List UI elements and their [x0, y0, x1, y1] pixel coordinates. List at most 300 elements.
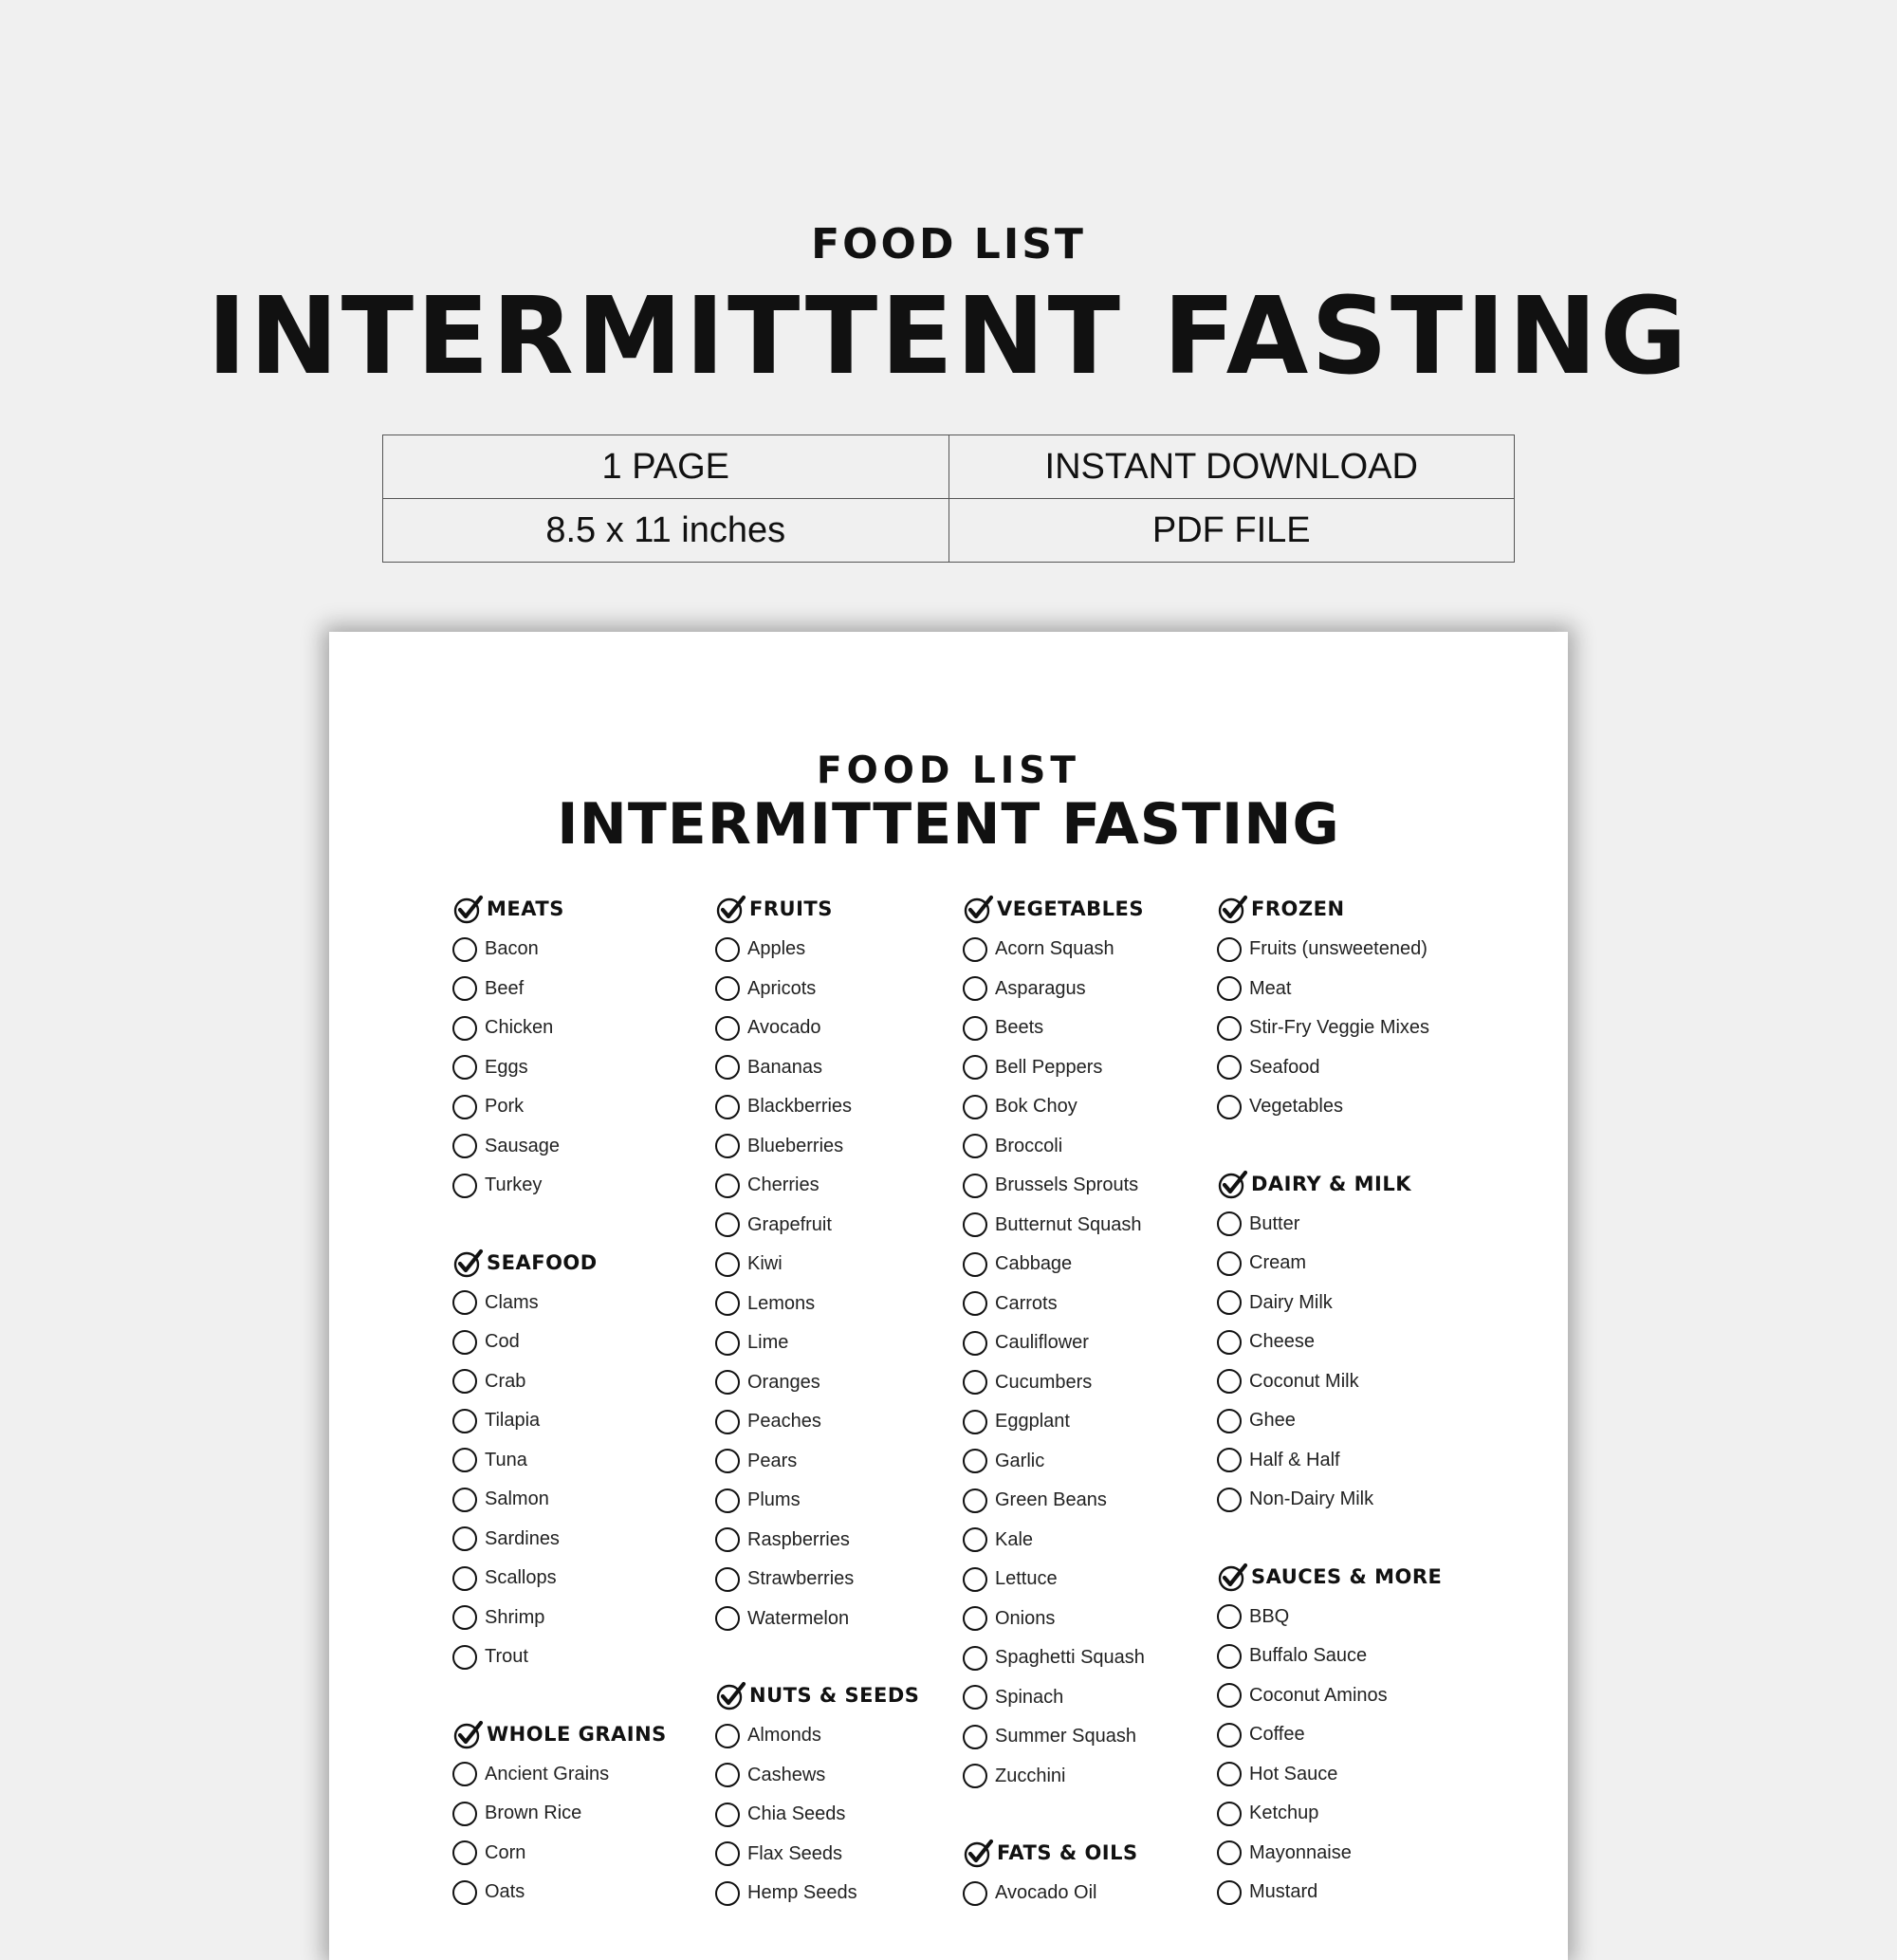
checklist-item-label: Vegetables	[1249, 1096, 1343, 1118]
info-row	[383, 435, 1515, 499]
empty-checkbox-circle	[452, 1330, 477, 1355]
checklist-item-label: Hot Sauce	[1249, 1763, 1338, 1784]
checklist-item	[452, 1520, 737, 1560]
checklist-item	[963, 1599, 1247, 1639]
checklist-item	[715, 1008, 1000, 1048]
checklist-item-label: Kiwi	[747, 1253, 783, 1275]
checklist-item-label: Fruits (unsweetened)	[1249, 938, 1427, 960]
checklist-item-label: Coffee	[1249, 1724, 1305, 1746]
empty-checkbox-circle	[715, 1527, 740, 1552]
empty-checkbox-circle	[452, 1095, 477, 1119]
section-header	[715, 1676, 1000, 1714]
food-section	[452, 1244, 737, 1677]
checklist-item-label: Lettuce	[995, 1568, 1058, 1590]
checklist-item-label: Watermelon	[747, 1607, 850, 1629]
checklist-item	[452, 1441, 737, 1481]
empty-checkbox-circle	[963, 1725, 987, 1749]
checklist-item-label: Cheese	[1249, 1331, 1315, 1353]
checklist-item	[715, 1127, 1000, 1167]
empty-checkbox-circle	[452, 1645, 477, 1670]
checklist-item-label: Cream	[1249, 1252, 1307, 1274]
empty-checkbox-circle	[452, 976, 477, 1001]
empty-checkbox-circle	[452, 1369, 477, 1394]
checklist-item-label: Flax Seeds	[747, 1842, 843, 1864]
checklist-item	[963, 1678, 1247, 1718]
empty-checkbox-circle	[1217, 1723, 1242, 1747]
empty-checkbox-circle	[963, 1016, 987, 1041]
checked-circle-icon	[1217, 893, 1251, 925]
checklist-item	[963, 930, 1247, 970]
empty-checkbox-circle	[715, 1881, 740, 1906]
empty-checkbox-circle	[715, 1449, 740, 1473]
empty-checkbox-circle	[452, 1290, 477, 1315]
empty-checkbox-circle	[963, 1252, 987, 1277]
empty-checkbox-circle	[452, 1488, 477, 1512]
section-title: DAIRY & MILK	[1251, 1172, 1412, 1195]
checklist-item	[452, 1048, 737, 1088]
checked-circle-icon	[1217, 1561, 1251, 1593]
checklist-item-label: Sausage	[485, 1135, 560, 1156]
checked-circle-icon	[1217, 1168, 1251, 1200]
checklist-item-label: Sardines	[485, 1527, 560, 1549]
empty-checkbox-circle	[963, 1606, 987, 1631]
food-section	[963, 1834, 1247, 1914]
empty-checkbox-circle	[963, 1291, 987, 1316]
info-table	[382, 435, 1515, 563]
checklist-item-label: Meat	[1249, 977, 1292, 999]
checklist-item-label: Butternut Squash	[995, 1213, 1142, 1235]
empty-checkbox-circle	[452, 1016, 477, 1041]
checklist-item	[715, 1835, 1000, 1875]
checklist-item-label: Zucchini	[995, 1765, 1066, 1786]
checklist-item	[963, 1285, 1247, 1324]
checklist-item-label: Coconut Milk	[1249, 1370, 1359, 1392]
section-title: SAUCES & MORE	[1251, 1564, 1443, 1588]
empty-checkbox-circle	[715, 1331, 740, 1356]
section-header	[1217, 1558, 1501, 1596]
checklist-item-label: Corn	[485, 1841, 526, 1863]
checklist-item	[452, 970, 737, 1009]
empty-checkbox-circle	[1217, 1840, 1242, 1865]
checklist-item-label: Bacon	[485, 938, 539, 960]
empty-checkbox-circle	[715, 1488, 740, 1513]
empty-checkbox-circle	[452, 1840, 477, 1865]
empty-checkbox-circle	[715, 1055, 740, 1080]
empty-checkbox-circle	[963, 1881, 987, 1906]
checklist-item	[963, 1481, 1247, 1521]
checklist-item-label: Ghee	[1249, 1410, 1296, 1432]
empty-checkbox-circle	[1217, 1644, 1242, 1669]
empty-checkbox-circle	[963, 1370, 987, 1395]
empty-checkbox-circle	[452, 1134, 477, 1158]
checklist-item	[715, 1442, 1000, 1482]
empty-checkbox-circle	[715, 1212, 740, 1237]
empty-checkbox-circle	[1217, 1683, 1242, 1708]
checklist-item-label: Apples	[747, 938, 806, 960]
section-header	[452, 1244, 737, 1282]
checklist-item	[963, 1166, 1247, 1206]
checklist-item-label: Non-Dairy Milk	[1249, 1488, 1374, 1510]
empty-checkbox-circle	[963, 1646, 987, 1671]
checklist-item	[963, 1638, 1247, 1678]
food-section	[1217, 1165, 1501, 1520]
checklist-item	[452, 1008, 737, 1048]
checklist-item-label: Cashews	[747, 1764, 826, 1785]
checklist-item	[452, 1794, 737, 1834]
checklist-item-label: Beef	[485, 977, 525, 999]
checklist-item	[452, 1599, 737, 1638]
empty-checkbox-circle	[963, 1764, 987, 1788]
section-header	[1217, 890, 1501, 928]
checklist-item-label: Crab	[485, 1370, 526, 1392]
checklist-item-label: Tuna	[485, 1449, 527, 1470]
checklist-item-label: Carrots	[995, 1292, 1058, 1314]
checklist-item	[1217, 1794, 1501, 1834]
section-header	[452, 890, 737, 928]
checklist-item-label: Scallops	[485, 1567, 557, 1589]
empty-checkbox-circle	[963, 1055, 987, 1080]
empty-checkbox-circle	[715, 1134, 740, 1158]
checklist-item-label: Buffalo Sauce	[1249, 1645, 1368, 1667]
checklist-item-label: Cauliflower	[995, 1332, 1089, 1354]
checklist-item-label: Butter	[1249, 1212, 1300, 1234]
checklist-item-label: Pears	[747, 1450, 798, 1471]
empty-checkbox-circle	[715, 1252, 740, 1277]
info-cell-format: PDF FILE	[948, 499, 1515, 563]
empty-checkbox-circle	[452, 1055, 477, 1080]
checklist-item	[452, 1559, 737, 1599]
empty-checkbox-circle	[715, 1410, 740, 1434]
empty-checkbox-circle	[715, 1763, 740, 1787]
checklist-item	[1217, 930, 1501, 970]
checklist-item	[963, 1560, 1247, 1599]
empty-checkbox-circle	[1217, 1290, 1242, 1315]
checklist-item	[715, 1323, 1000, 1363]
empty-checkbox-circle	[1217, 1488, 1242, 1512]
empty-checkbox-circle	[715, 976, 740, 1001]
info-cell-size: 8.5 x 11 inches	[383, 499, 949, 563]
section-title: VEGETABLES	[997, 897, 1144, 920]
empty-checkbox-circle	[452, 1566, 477, 1591]
food-section	[1217, 890, 1501, 1127]
empty-checkbox-circle	[452, 1802, 477, 1826]
empty-checkbox-circle	[715, 1291, 740, 1316]
checklist-item	[452, 930, 737, 970]
checklist-item-label: Mayonnaise	[1249, 1841, 1352, 1863]
empty-checkbox-circle	[452, 1762, 477, 1786]
checklist-item	[963, 1757, 1247, 1797]
checklist-item	[1217, 1873, 1501, 1913]
checked-circle-icon	[452, 1247, 487, 1279]
checklist-item-label: Hemp Seeds	[747, 1882, 857, 1904]
empty-checkbox-circle	[452, 937, 477, 962]
checklist-item-label: Turkey	[485, 1174, 543, 1196]
checklist-item-label: Almonds	[747, 1725, 821, 1747]
empty-checkbox-circle	[963, 1331, 987, 1356]
checklist-item-label: Summer Squash	[995, 1726, 1136, 1747]
section-header	[452, 1715, 737, 1753]
empty-checkbox-circle	[1217, 937, 1242, 962]
checklist-item	[1217, 1834, 1501, 1874]
food-section	[452, 1715, 737, 1913]
section-title: MEATS	[487, 897, 564, 920]
checklist-item-label: Oats	[485, 1881, 525, 1903]
empty-checkbox-circle	[715, 1567, 740, 1592]
checklist-item	[1217, 1008, 1501, 1048]
checklist-item-label: Garlic	[995, 1450, 1045, 1471]
empty-checkbox-circle	[715, 1095, 740, 1119]
checklist-item	[1217, 1087, 1501, 1127]
empty-checkbox-circle	[1217, 1448, 1242, 1472]
info-cell-pages: 1 PAGE	[383, 435, 949, 499]
checklist-item	[1217, 1322, 1501, 1362]
section-title: FROZEN	[1251, 897, 1345, 920]
empty-checkbox-circle	[1217, 1369, 1242, 1394]
checklist-item	[452, 1322, 737, 1362]
empty-checkbox-circle	[452, 1526, 477, 1551]
checklist-item	[715, 1206, 1000, 1246]
empty-checkbox-circle	[1217, 1604, 1242, 1629]
checklist-item	[963, 1048, 1247, 1088]
section-title: FATS & OILS	[997, 1841, 1138, 1864]
checklist-item	[715, 1087, 1000, 1127]
checklist-item	[715, 1795, 1000, 1835]
checklist-item	[963, 1008, 1247, 1048]
checklist-item	[715, 970, 1000, 1009]
checklist-item	[963, 1323, 1247, 1363]
food-section	[963, 890, 1247, 1796]
checklist-item-label: Acorn Squash	[995, 938, 1114, 960]
sheet-subtitle: FOOD LIST	[817, 749, 1080, 792]
checklist-item-label: Eggs	[485, 1056, 528, 1078]
checklist-item	[963, 1402, 1247, 1442]
checklist-item	[452, 1284, 737, 1323]
checklist-item-label: Salmon	[485, 1488, 549, 1510]
empty-checkbox-circle	[715, 937, 740, 962]
empty-checkbox-circle	[1217, 1055, 1242, 1080]
checklist-item-label: Mustard	[1249, 1881, 1318, 1903]
checklist-item-label: Strawberries	[747, 1568, 855, 1590]
checklist-item-label: Plums	[747, 1489, 801, 1511]
sheet-title: INTERMITTENT FASTING	[557, 791, 1340, 858]
empty-checkbox-circle	[715, 1174, 740, 1198]
section-header	[963, 890, 1247, 928]
printable-sheet-preview	[329, 632, 1568, 1960]
checklist-item-label: Cod	[485, 1331, 520, 1353]
empty-checkbox-circle	[715, 1016, 740, 1041]
empty-checkbox-circle	[1217, 1016, 1242, 1041]
checklist-item-label: Coconut Aminos	[1249, 1684, 1388, 1706]
checklist-item	[1217, 1598, 1501, 1637]
empty-checkbox-circle	[452, 1605, 477, 1630]
checklist-item	[452, 1362, 737, 1402]
checklist-item	[715, 1285, 1000, 1324]
checklist-item-label: Brown Rice	[485, 1803, 582, 1824]
checklist-item-label: Eggplant	[995, 1411, 1070, 1433]
checklist-item	[963, 1087, 1247, 1127]
checklist-item	[963, 1245, 1247, 1285]
checklist-item-label: Seafood	[1249, 1056, 1320, 1078]
checklist-item	[715, 1756, 1000, 1796]
food-column	[715, 890, 1000, 1951]
checklist-item	[452, 1873, 737, 1913]
checklist-item-label: Avocado	[747, 1017, 821, 1039]
food-column	[1217, 890, 1501, 1951]
empty-checkbox-circle	[1217, 1251, 1242, 1276]
checklist-item	[963, 1442, 1247, 1482]
food-section	[1217, 1558, 1501, 1913]
checklist-item-label: Kale	[995, 1528, 1034, 1550]
checklist-item	[452, 1166, 737, 1206]
section-header	[963, 1834, 1247, 1872]
empty-checkbox-circle	[963, 937, 987, 962]
empty-checkbox-circle	[715, 1841, 740, 1866]
checklist-item	[963, 1206, 1247, 1246]
checklist-item	[1217, 1636, 1501, 1676]
checklist-item	[715, 1166, 1000, 1206]
checklist-item	[715, 1599, 1000, 1639]
empty-checkbox-circle	[963, 1449, 987, 1473]
checked-circle-icon	[715, 893, 749, 925]
checklist-item-label: Shrimp	[485, 1606, 545, 1628]
checklist-item-label: Bok Choy	[995, 1096, 1077, 1118]
section-title: NUTS & SEEDS	[749, 1684, 920, 1707]
checklist-item	[452, 1127, 737, 1167]
checklist-item-label: Grapefruit	[747, 1213, 832, 1235]
checklist-item	[452, 1401, 737, 1441]
hero-title: INTERMITTENT FASTING	[207, 275, 1690, 398]
checklist-item-label: Cherries	[747, 1174, 820, 1196]
checklist-item	[1217, 1401, 1501, 1441]
checklist-item-label: Chia Seeds	[747, 1803, 846, 1825]
checklist-item-label: Bell Peppers	[995, 1056, 1103, 1078]
checklist-item-label: Avocado Oil	[995, 1882, 1097, 1904]
checklist-item-label: Onions	[995, 1607, 1056, 1629]
empty-checkbox-circle	[1217, 1330, 1242, 1355]
checklist-item-label: Asparagus	[995, 977, 1086, 999]
empty-checkbox-circle	[963, 1567, 987, 1592]
empty-checkbox-circle	[1217, 1211, 1242, 1236]
checklist-item	[1217, 1441, 1501, 1481]
hero-subtitle: FOOD LIST	[811, 220, 1086, 268]
checklist-item-label: Peaches	[747, 1411, 821, 1433]
empty-checkbox-circle	[715, 1606, 740, 1631]
checklist-item	[1217, 1205, 1501, 1245]
checklist-item	[963, 1717, 1247, 1757]
checklist-item-label: Lime	[747, 1332, 789, 1354]
empty-checkbox-circle	[963, 1095, 987, 1119]
checklist-item	[715, 1048, 1000, 1088]
empty-checkbox-circle	[452, 1880, 477, 1905]
empty-checkbox-circle	[1217, 1095, 1242, 1119]
empty-checkbox-circle	[452, 1409, 477, 1433]
checklist-item-label: Raspberries	[747, 1528, 850, 1550]
checklist-item-label: Bananas	[747, 1056, 822, 1078]
checklist-item	[715, 1560, 1000, 1599]
section-title: WHOLE GRAINS	[487, 1722, 667, 1746]
empty-checkbox-circle	[1217, 1762, 1242, 1786]
checklist-item	[963, 1874, 1247, 1914]
checklist-item-label: Pork	[485, 1096, 525, 1118]
empty-checkbox-circle	[963, 1488, 987, 1513]
checklist-item	[963, 1521, 1247, 1561]
checklist-item	[1217, 1048, 1501, 1088]
checklist-item-label: Brussels Sprouts	[995, 1174, 1139, 1196]
checklist-item	[715, 1481, 1000, 1521]
checklist-item-label: BBQ	[1249, 1605, 1290, 1627]
checklist-item	[452, 1087, 737, 1127]
checked-circle-icon	[452, 893, 487, 925]
food-section	[715, 890, 1000, 1638]
checklist-item	[452, 1755, 737, 1795]
empty-checkbox-circle	[963, 1527, 987, 1552]
empty-checkbox-circle	[1217, 1880, 1242, 1905]
section-header	[715, 890, 1000, 928]
info-cell-download: INSTANT DOWNLOAD	[948, 435, 1515, 499]
checklist-item	[1217, 1676, 1501, 1716]
food-section	[715, 1676, 1000, 1914]
checklist-item-label: Beets	[995, 1017, 1044, 1039]
checklist-item-label: Spaghetti Squash	[995, 1647, 1145, 1669]
checked-circle-icon	[452, 1718, 487, 1750]
checklist-item-label: Oranges	[747, 1371, 820, 1393]
checklist-item	[963, 970, 1247, 1009]
checked-circle-icon	[963, 1837, 997, 1869]
empty-checkbox-circle	[963, 1212, 987, 1237]
section-title: FRUITS	[749, 897, 833, 920]
checklist-item	[715, 1402, 1000, 1442]
checklist-item-label: Spinach	[995, 1686, 1064, 1708]
empty-checkbox-circle	[715, 1724, 740, 1748]
empty-checkbox-circle	[963, 1134, 987, 1158]
checklist-item	[1217, 970, 1501, 1009]
empty-checkbox-circle	[963, 1410, 987, 1434]
checklist-item-label: Dairy Milk	[1249, 1291, 1333, 1313]
checklist-item	[1217, 1755, 1501, 1795]
checklist-item-label: Stir-Fry Veggie Mixes	[1249, 1017, 1430, 1039]
checklist-item	[715, 1521, 1000, 1561]
checklist-item	[452, 1480, 737, 1520]
info-row	[383, 499, 1515, 563]
food-column	[452, 890, 737, 1951]
checklist-item	[963, 1127, 1247, 1167]
checked-circle-icon	[963, 893, 997, 925]
empty-checkbox-circle	[715, 1803, 740, 1827]
checklist-item	[715, 1245, 1000, 1285]
checklist-item-label: Apricots	[747, 977, 817, 999]
empty-checkbox-circle	[963, 976, 987, 1001]
checklist-item	[1217, 1244, 1501, 1284]
empty-checkbox-circle	[715, 1370, 740, 1395]
checklist-item-label: Cabbage	[995, 1253, 1073, 1275]
checklist-item-label: Clams	[485, 1291, 539, 1313]
checklist-item-label: Tilapia	[485, 1410, 541, 1432]
checklist-item	[715, 1874, 1000, 1914]
checklist-item	[715, 1363, 1000, 1403]
checklist-item-label: Ketchup	[1249, 1803, 1319, 1824]
checklist-item	[963, 1363, 1247, 1403]
food-section	[452, 890, 737, 1206]
checklist-item-label: Cucumbers	[995, 1371, 1093, 1393]
food-column	[963, 890, 1247, 1951]
empty-checkbox-circle	[452, 1174, 477, 1198]
checklist-item-label: Ancient Grains	[485, 1763, 610, 1784]
checklist-item	[452, 1834, 737, 1874]
section-title: SEAFOOD	[487, 1250, 598, 1274]
empty-checkbox-circle	[963, 1685, 987, 1710]
empty-checkbox-circle	[1217, 1802, 1242, 1826]
checklist-item-label: Green Beans	[995, 1489, 1107, 1511]
